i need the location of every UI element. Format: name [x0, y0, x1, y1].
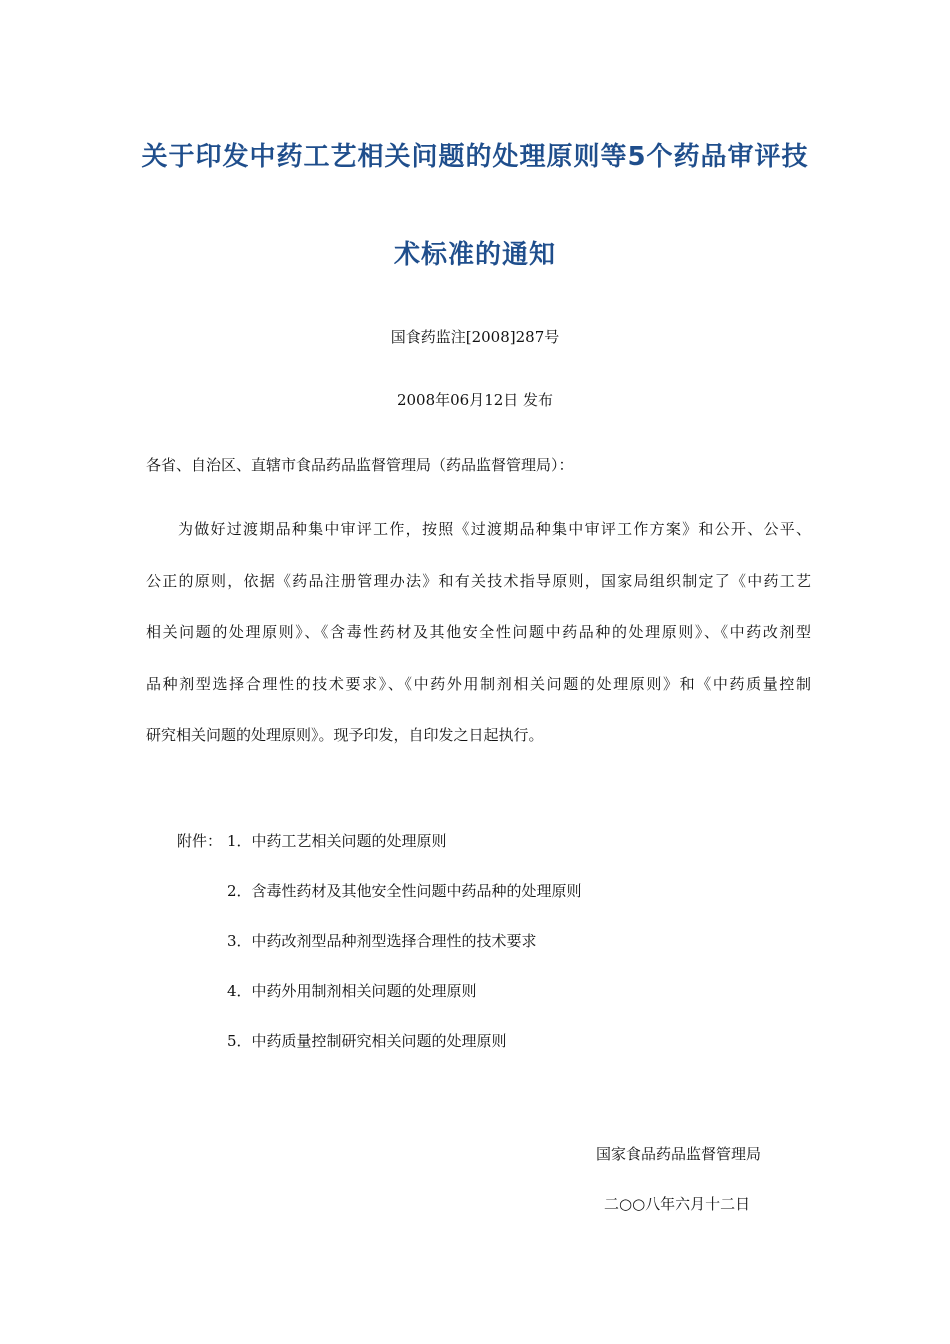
attachment-item: 2．含毒性药材及其他安全性问题中药品种的处理原则 [227, 882, 582, 900]
issuer-name: 国家食品药品监督管理局 [596, 1145, 762, 1163]
attachment-item: 5．中药质量控制研究相关问题的处理原则 [227, 1032, 507, 1050]
sign-date: 二○○八年六月十二日 [604, 1195, 751, 1213]
body-line: 为做好过渡期品种集中审评工作，按照《过渡期品种集中审评工作方案》和公开、公平、 [178, 520, 811, 538]
attachment-item: 1．中药工艺相关问题的处理原则 [227, 832, 447, 850]
body-line: 研究相关问题的处理原则》。现予印发，自印发之日起执行。 [146, 726, 544, 744]
body-line: 品种剂型选择合理性的技术要求》、《中药外用制剂相关问题的处理原则》和《中药质量控制 [146, 674, 811, 693]
body-line: 相关问题的处理原则》、《含毒性药材及其他安全性问题中药品种的处理原则》、《中药改剂型 [146, 623, 811, 641]
attachments-label: 附件： [177, 832, 223, 850]
publish-date: 2008年06月12日 发布 [396, 391, 554, 409]
attachment-item: 3．中药改剂型品种剂型选择合理性的技术要求 [227, 932, 537, 950]
salutation: 各省、自治区、直辖市食品药品监督管理局（药品监督管理局）： [146, 456, 574, 474]
document-title-line-2: 术标准的通知 [393, 240, 556, 270]
body-line: 公正的原则，依据《药品注册管理办法》和有关技术指导原则，国家局组织制定了《中药工艺 [146, 571, 811, 590]
document-title-line-1: 关于印发中药工艺相关问题的处理原则等5个药品审评技 [141, 142, 809, 172]
body-paragraph [146, 504, 811, 762]
attachment-item: 4．中药外用制剂相关问题的处理原则 [227, 982, 477, 1000]
document-number: 国食药监注[2008]287号 [390, 328, 560, 346]
